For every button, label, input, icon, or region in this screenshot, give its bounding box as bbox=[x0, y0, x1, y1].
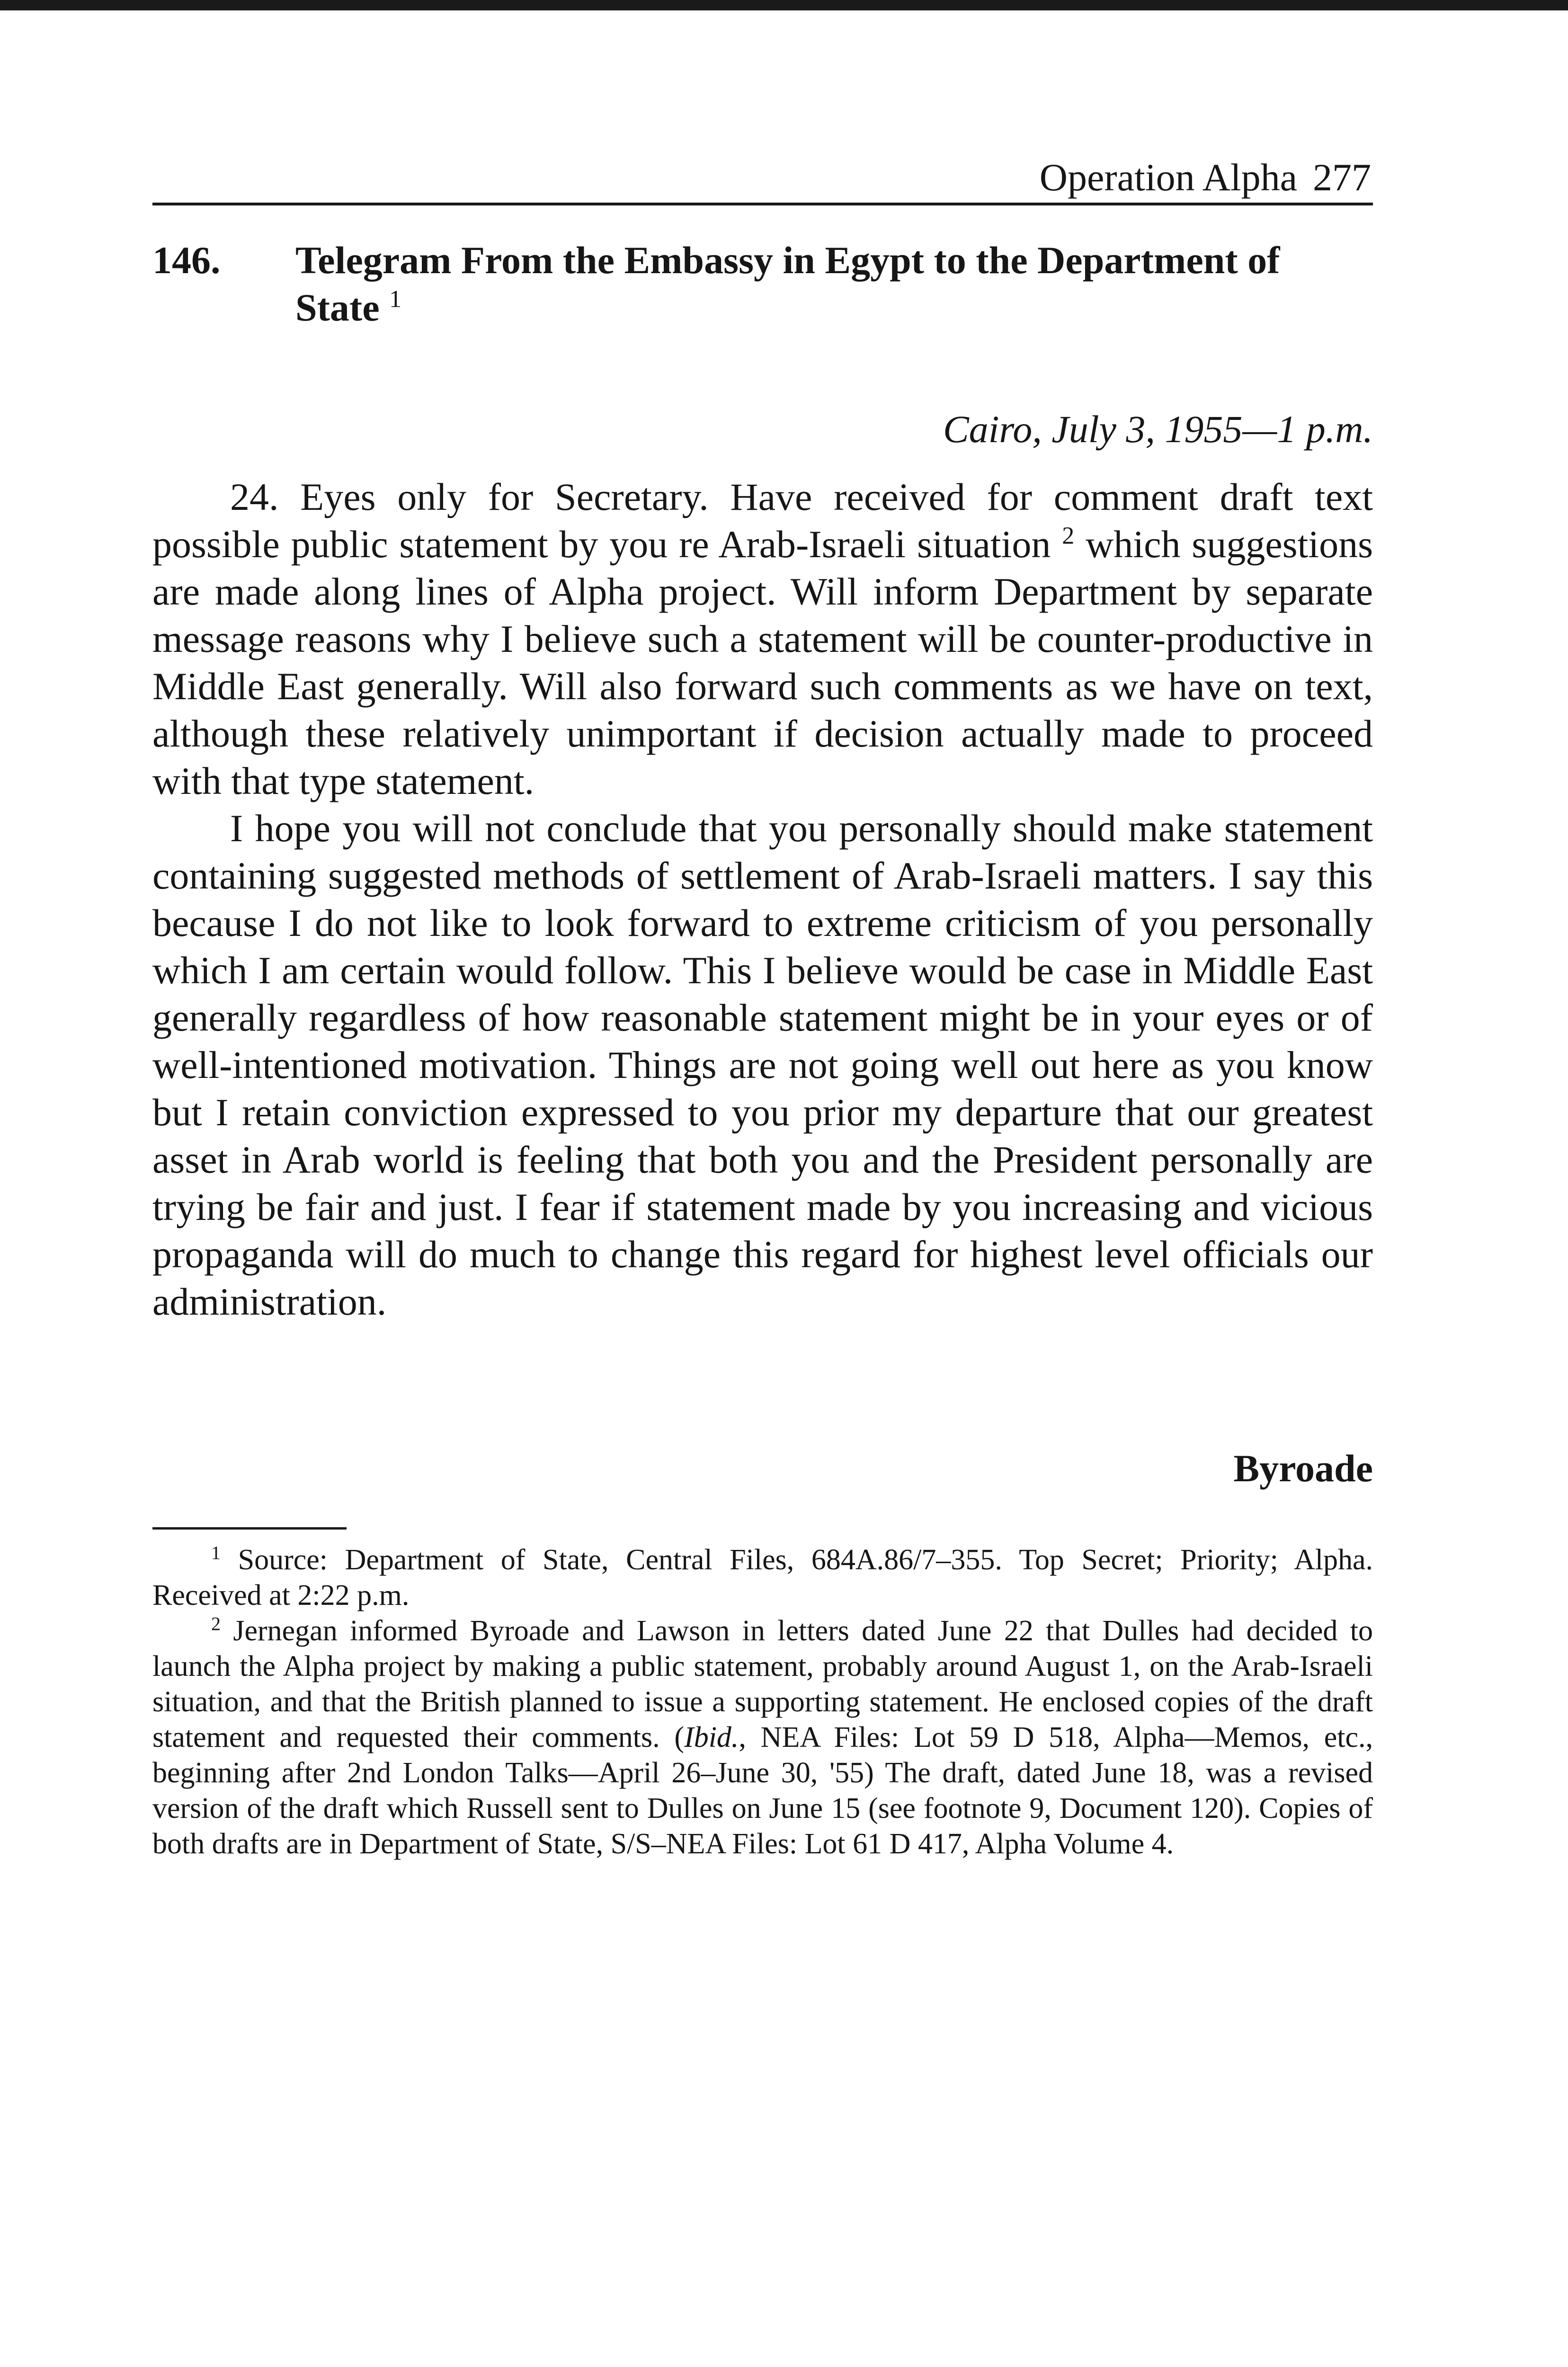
page-number: 277 bbox=[1313, 156, 1371, 199]
signature: Byroade bbox=[1233, 1447, 1373, 1490]
footnote-divider bbox=[152, 1527, 347, 1530]
running-head bbox=[152, 151, 1373, 205]
body-paragraph-2: I hope you will not conclude that you personally should make statement containing suggested methods of settlement of Arab-Israeli matters. I say this because I do not like to look forward to extreme criticism of you personally which I am certain would follow. This I believe would be case in Middle East generally regardless of how reasonable statement might be in your eyes or of well-intentioned motivation. Things are not going well out here as you know but I retain conviction expressed to you prior my departure that our greatest asset in Arab world is feeling that both you and the President personally are trying be fair and just. I fear if statement made by you increasing and vicious propaganda will do much to change this regard for highest level officials our administration. bbox=[152, 807, 1373, 1323]
body-paragraph-1-part-1: 24. Eyes only for Secretary. Have received for comment draft text possible public statement by you re Arab-Israeli situation bbox=[152, 475, 1373, 566]
body-paragraph-1-part-2: which suggestions are made along lines of Alpha project. Will inform Department by separate message reasons why I believe such a statement will be counter-productive in Middle East generally. Will also forward such comments as we have on text, although these relatively unimportant if decision actually made to proceed with that type statement. bbox=[152, 523, 1373, 802]
telegram-body bbox=[152, 473, 1373, 1326]
footnote-2-text-part-1: Jernegan informed Byroade and Lawson in letters dated June 22 that Dulles had decided to launch the Alpha project by making a public statement, probably around August 1, on the Arab-Israeli situation, and that the British planned to issue a supporting statement. He enclosed copies of the draft statement and requested their comments. ( bbox=[152, 1615, 1373, 1753]
document-title bbox=[295, 237, 1365, 331]
document-number: 146. bbox=[152, 239, 221, 282]
running-head-title: Operation Alpha bbox=[1039, 156, 1297, 199]
footnote-ref-1[interactable]: 1 bbox=[389, 285, 402, 313]
footnote-1-text: Source: Department of State, Central Files, 684A.86/7–355. Top Secret; Priority; Alpha. Received at 2:22 p.m. bbox=[152, 1544, 1373, 1611]
dateline: Cairo, July 3, 1955—1 p.m. bbox=[943, 408, 1373, 451]
footnote-ref-2[interactable]: 2 bbox=[1062, 522, 1075, 550]
footnote-1 bbox=[152, 1542, 1373, 1613]
footnote-2-ibid: Ibid. bbox=[684, 1721, 739, 1753]
footnotes bbox=[152, 1542, 1373, 1862]
footnote-2-text-part-2: , NEA Files: Lot 59 D 518, Alpha—Memos, etc., beginning after 2nd London Talks—April 26–June 30, '55) The draft, dated June 18, was a revised version of the draft which Russell sent to Dulles on June 15 (see footnote 9, Document 120). Copies of both drafts are in Department of State, S/S–NEA Files: Lot 61 D 417, Alpha Volume 4. bbox=[152, 1721, 1373, 1860]
footnote-2-marker: 2 bbox=[211, 1613, 221, 1635]
body-paragraph-1 bbox=[152, 473, 1373, 805]
page-top-border bbox=[0, 0, 1568, 10]
footnote-2 bbox=[152, 1613, 1373, 1862]
footnote-1-marker: 1 bbox=[211, 1542, 221, 1564]
document-title-text: Telegram From the Embassy in Egypt to the Department of State bbox=[295, 239, 1280, 329]
